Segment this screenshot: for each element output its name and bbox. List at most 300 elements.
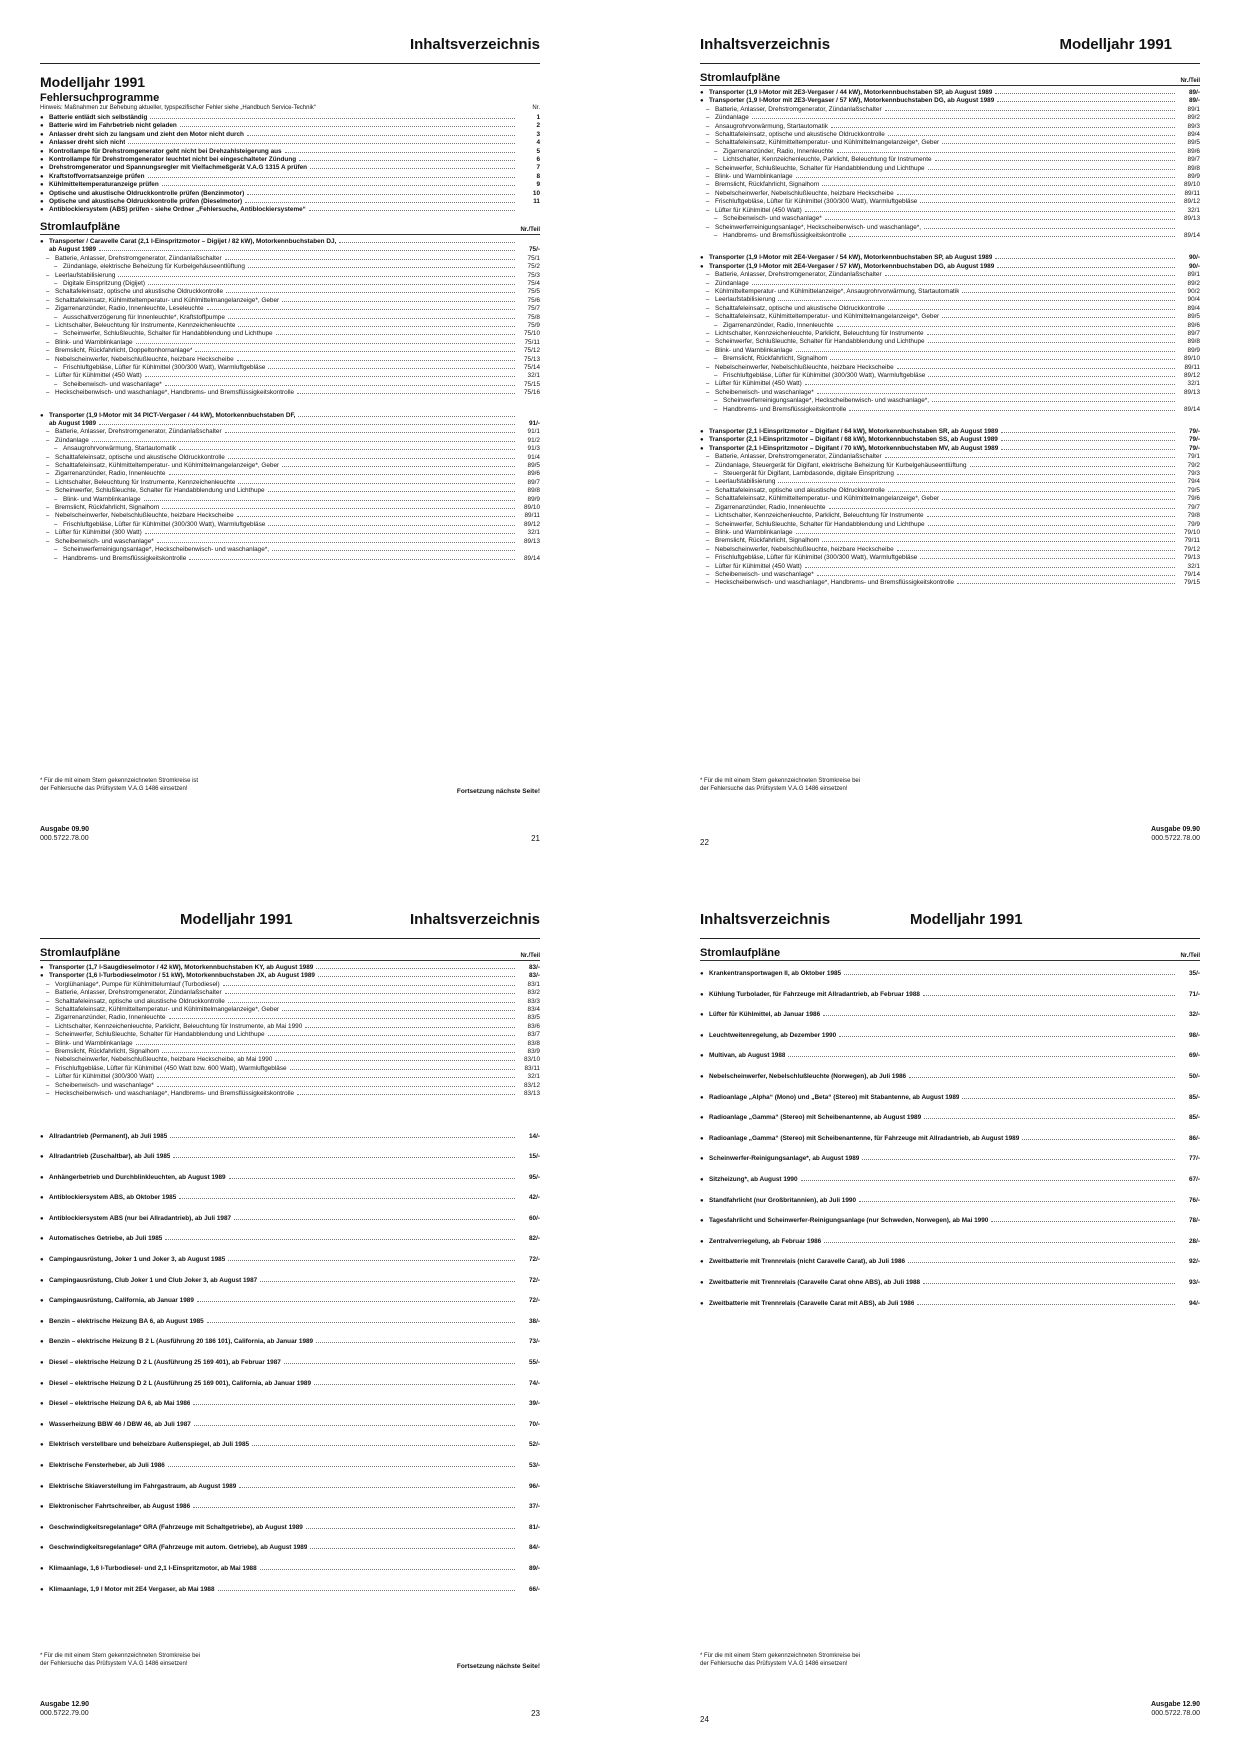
- bullet-icon: ●: [700, 1156, 704, 1163]
- entry-number: 75/2: [527, 263, 540, 271]
- page-header: [700, 36, 1200, 60]
- entry-number: 93/-: [1188, 1278, 1200, 1286]
- dot-leader: [316, 968, 515, 969]
- dash-icon: –: [54, 547, 58, 554]
- entry-number: 72/-: [528, 1297, 540, 1305]
- dash-icon: –: [714, 322, 718, 329]
- entry-number: 79/4: [1187, 478, 1200, 486]
- dash-icon: –: [706, 504, 710, 511]
- entry-text: Automatisches Getriebe, ab Juli 1985: [49, 1235, 163, 1243]
- dot-leader: [927, 516, 1175, 517]
- toc-heading-row: [40, 181, 540, 189]
- dot-leader: [252, 1445, 515, 1446]
- toc-entry: [40, 1031, 540, 1039]
- dot-leader: [276, 334, 515, 335]
- dot-leader: [165, 1239, 515, 1240]
- order-number: 000.5722.78.00: [40, 834, 89, 842]
- bullet-icon: ●: [40, 1236, 44, 1243]
- dash-icon: –: [714, 157, 718, 164]
- dot-leader: [849, 410, 1175, 411]
- dot-leader: [897, 474, 1175, 475]
- page-23: [40, 905, 540, 1745]
- bullet-icon: ●: [700, 971, 704, 977]
- page-header: [40, 36, 540, 60]
- entry-number: 90/2: [1187, 287, 1200, 295]
- hint-text: Hinweis: Maßnahmen zur Behebung aktueller, typspezifischer Fehler siehe „Handbuch Service-Technik“: [40, 105, 316, 111]
- toc-entry: [700, 165, 1200, 173]
- entry-text: Blink- und Warnblinkanlage: [55, 338, 133, 346]
- entry-text: Elektrische Fensterheber, ab Juli 1986: [49, 1462, 165, 1469]
- dash-icon: –: [706, 140, 710, 147]
- entry-number: 79/2: [1187, 461, 1200, 469]
- dash-icon: –: [706, 115, 710, 122]
- entry-number: 79/8: [1187, 512, 1200, 520]
- toc-heading-row: [40, 1250, 540, 1271]
- dot-leader: [888, 491, 1175, 492]
- entry-number: 10: [532, 189, 540, 197]
- dash-icon: –: [54, 280, 58, 287]
- toc-entry: [40, 470, 540, 478]
- toc-entry: [40, 1048, 540, 1056]
- toc-entry: [700, 173, 1200, 181]
- entry-text: Bremslicht, Rückfahrlicht, Signalhorn: [715, 181, 820, 189]
- entry-number: 79/5: [1187, 486, 1200, 494]
- toc-entry: [700, 198, 1200, 206]
- toc-entry: [40, 1014, 540, 1022]
- dot-leader: [180, 126, 515, 127]
- entry-text: Frischluftgebläse, Lüfter für Kühlmittel (300/300 Watt), Warmluftgebläse: [715, 554, 918, 562]
- toc-heading-row: [700, 1108, 1200, 1129]
- dot-leader: [226, 292, 515, 293]
- toc-heading-row: [40, 238, 540, 246]
- bullet-icon: ●: [40, 207, 44, 214]
- entry-text: Batterie, Anlasser, Drehstromgenerator, Zündanlaßschalter: [715, 271, 882, 279]
- bullet-icon: ●: [40, 1401, 44, 1408]
- dash-icon: –: [46, 339, 50, 346]
- entry-number: 32/1: [1187, 380, 1200, 388]
- toc-entry: [700, 305, 1200, 313]
- entry-number: 90/-: [1188, 254, 1200, 262]
- entry-number: 79/3: [1187, 470, 1200, 478]
- bullet-icon: ●: [700, 1279, 704, 1286]
- dot-leader: [223, 985, 515, 986]
- toc-heading-row: [40, 1435, 540, 1456]
- toc-group: [700, 428, 1200, 588]
- dot-leader: [148, 284, 515, 285]
- dot-leader: [752, 118, 1175, 119]
- entry-text: Zentralverriegelung, ab Februar 1986: [709, 1237, 822, 1245]
- entry-text: Kontrollampe für Drehstromgenerator geht nicht bei Drehzahlsteigerung aus: [49, 147, 282, 155]
- entry-text: Handbrems- und Bremsflüssigkeitskontrolle: [723, 231, 847, 239]
- toc-entry: [700, 355, 1200, 363]
- edition: Ausgabe 12.90: [1150, 1701, 1200, 1708]
- entry-number: 83/7: [527, 1031, 540, 1039]
- dot-leader: [237, 360, 515, 361]
- nr-column-label: Nr./Teil: [1180, 78, 1200, 84]
- entry-number: 79/15: [1184, 579, 1200, 587]
- dot-leader: [995, 258, 1175, 259]
- entry-number: 32/1: [1187, 562, 1200, 570]
- entry-text: Transporter (1,9 l-Motor mit 2E3-Vergaser / 44 kW), Motorkennbuchstaben SP, ab August 1989: [709, 89, 993, 96]
- entry-text: Zigarrenanzünder, Radio, Innenleuchte: [723, 147, 834, 155]
- entry-text: Schaltafeleinsatz, optische und akustische Öldruckkontrolle: [55, 288, 224, 296]
- bullet-icon: ●: [700, 1218, 704, 1225]
- bullet-icon: ●: [40, 1133, 44, 1140]
- entry-number: 75/9: [527, 321, 540, 329]
- toc-entry: [700, 495, 1200, 503]
- entry-number: 7: [536, 164, 540, 172]
- dot-leader: [290, 1069, 515, 1070]
- entry-number: 37/-: [528, 1503, 540, 1511]
- footnote-line: der Fehlersuche das Prüfsystem V.A.G 1486 einsetzen!: [700, 785, 848, 792]
- entry-text: Scheinwerfer, Schlußleuchte, Schalter für Handabblendung und Lichthupe: [715, 520, 925, 528]
- toc-entry: [40, 314, 540, 322]
- section-header: [40, 947, 540, 961]
- toc-entry: [40, 1073, 540, 1081]
- order-number: 000.5722.78.00: [1151, 1709, 1200, 1717]
- toc-entry: [700, 114, 1200, 122]
- dash-icon: –: [46, 348, 50, 355]
- toc-heading-row: [700, 97, 1200, 105]
- toc-entry: [40, 263, 540, 271]
- entry-number: 75/12: [524, 347, 540, 355]
- toc-heading-row: [40, 156, 540, 164]
- entry-number: 11: [533, 198, 540, 206]
- toc-heading-row: [700, 1191, 1200, 1212]
- dash-icon: –: [54, 314, 58, 321]
- entry-text: Kühlung Turbolader, für Fahrzeuge mit Allradantrieb, ab Februar 1988: [709, 990, 920, 998]
- entry-text: Scheinwerfer, Schlußleuchte, Schalter für Handabblendung und Lichthupe: [63, 330, 273, 338]
- entry-number: 32/1: [527, 529, 540, 537]
- entry-text: Digitale Einspritzung (Digijet): [63, 279, 146, 287]
- entry-number: 91/1: [527, 428, 540, 436]
- dash-icon: –: [714, 148, 718, 155]
- dot-leader: [824, 1242, 1175, 1243]
- entry-number: 82/-: [528, 1235, 540, 1243]
- section-title: Stromlaufpläne: [40, 947, 121, 959]
- entry-number: 83/13: [524, 1090, 540, 1098]
- entry-text: Batterie, Anlasser, Drehstromgenerator, Zündanlaßschalter: [55, 989, 222, 997]
- dash-icon: –: [706, 546, 710, 553]
- entry-text: Geschwindigkeitsregelanlage* GRA (Fahrzeuge mit autom. Getriebe), ab August 1989: [49, 1544, 308, 1552]
- dot-leader: [962, 1098, 1175, 1099]
- bullet-icon: ●: [40, 131, 44, 138]
- bullet-icon: ●: [40, 1565, 44, 1572]
- dot-leader: [778, 300, 1175, 301]
- entry-number: 79/1: [1187, 453, 1200, 461]
- entry-number: 89/13: [524, 537, 540, 545]
- dot-leader: [339, 242, 515, 243]
- entry-text: Batterie, Anlasser, Drehstromgenerator, Zündanlaßschalter: [715, 453, 882, 461]
- dash-icon: –: [714, 232, 718, 239]
- toc-entry: [700, 207, 1200, 215]
- dot-leader: [239, 1487, 515, 1488]
- dot-leader: [268, 368, 515, 369]
- toc-entry: [700, 181, 1200, 189]
- toc-heading-row: [40, 122, 540, 130]
- entry-text: Zweitbatterie mit Trennrelais (Caravelle Carat mit ABS), ab Juli 1986: [709, 1299, 915, 1307]
- entry-number: 79/-: [1188, 444, 1200, 452]
- toc-heading-row: [700, 428, 1200, 436]
- dot-leader: [885, 457, 1175, 458]
- toc-entry: [700, 478, 1200, 486]
- bullet-icon: ●: [700, 1032, 704, 1039]
- dot-leader: [193, 1507, 515, 1508]
- dot-leader: [148, 177, 515, 178]
- entry-text: Nebelscheinwerfer, Nebelschlußleuchte, heizbare Heckscheibe: [715, 189, 894, 197]
- dot-leader: [970, 466, 1175, 467]
- header-rule: [700, 63, 1200, 64]
- toc-heading-row: [700, 964, 1200, 985]
- entry-number: 89/10: [524, 504, 540, 512]
- dot-leader: [282, 466, 515, 467]
- bullet-icon: ●: [40, 1154, 44, 1161]
- toc-heading-row: [40, 1229, 540, 1250]
- dot-leader: [917, 1304, 1175, 1305]
- dash-icon: –: [706, 106, 710, 113]
- entry-number: 83/-: [528, 964, 540, 971]
- page-header: [40, 911, 540, 935]
- entry-number: 89/9: [527, 495, 540, 503]
- dot-leader: [218, 1590, 515, 1591]
- toc-entry: [700, 470, 1200, 478]
- dot-leader: [310, 1548, 515, 1549]
- entry-number: 42/-: [528, 1194, 540, 1202]
- bullet-icon: ●: [700, 1073, 704, 1080]
- entry-text: Bremslicht, Rückfahrlicht, Signalhorn: [55, 504, 160, 512]
- dot-leader: [927, 334, 1175, 335]
- footnote-line: der Fehlersuche das Prüfsystem V.A.G 1486 einsetzen!: [700, 1660, 848, 1667]
- section-hint: [40, 105, 540, 111]
- dot-leader: [92, 441, 515, 442]
- dot-leader: [305, 1027, 515, 1028]
- entry-number: 79/6: [1187, 495, 1200, 503]
- dot-leader: [805, 384, 1175, 385]
- dash-icon: –: [46, 471, 50, 478]
- bullet-icon: ●: [40, 1421, 44, 1428]
- toc-entry: [700, 232, 1200, 240]
- toc-entry: [700, 504, 1200, 512]
- entry-number: 83/1: [527, 980, 540, 988]
- entry-text: Lüfter für Kühlmittel (450 Watt): [715, 380, 802, 388]
- entry-text: Scheinwerfer, Schlußleuchte, Schalter für Handabblendung und Lichthupe: [715, 164, 925, 172]
- entry-number: 83/4: [527, 1006, 540, 1014]
- dot-leader: [991, 1221, 1175, 1222]
- entry-number: 83/-: [528, 972, 540, 980]
- dash-icon: –: [46, 998, 50, 1005]
- entry-number: 89/3: [1187, 122, 1200, 130]
- entry-text: Klimaanlage, 1,6 l-Turbodiesel- und 2,1 l-Einspritzmotor, ab Mai 1988: [49, 1564, 257, 1572]
- dot-leader: [225, 259, 515, 260]
- bullet-icon: ●: [40, 1483, 44, 1490]
- dot-leader: [885, 110, 1175, 111]
- entry-number: 50/-: [1188, 1072, 1200, 1080]
- entry-text: Diesel – elektrische Heizung DA 6, ab Mai 1986: [49, 1400, 191, 1408]
- footnote-line: * Für die mit einem Stern gekennzeichneten Stromkreise ist: [40, 778, 199, 784]
- dot-leader: [136, 1044, 515, 1045]
- dash-icon: –: [706, 123, 710, 130]
- entry-text: Zündanlage, Steuergerät für Digifant, elektrische Beheizung für Kurbelgehäuseentlüftung: [715, 461, 967, 469]
- dash-icon: –: [46, 272, 50, 279]
- entry-text: Scheibenwisch- und waschanlage*: [63, 380, 162, 388]
- entry-text: Schalttafeleinsatz, optische und akustische Öldruckkontrolle: [715, 131, 885, 139]
- toc-entry: [40, 339, 540, 347]
- entry-text: Steuergerät für Digifant, Lambdasonde, digitale Einspritzung: [723, 470, 894, 478]
- toc-entry: [700, 529, 1200, 537]
- dot-leader: [195, 351, 515, 352]
- page-footer: [40, 1653, 540, 1745]
- header-model-year: Modelljahr 1991: [1059, 36, 1172, 53]
- dot-leader: [298, 416, 515, 417]
- entry-number: 35/-: [1188, 970, 1200, 977]
- section-title: Stromlaufpläne: [700, 72, 781, 84]
- toc-entry: [40, 981, 540, 989]
- entry-text: Ansaugrohrvorwärmung, Startautomatik: [715, 122, 828, 130]
- bullet-icon: ●: [40, 1318, 44, 1325]
- entry-text: Schalttafeleinsatz, Kühlmitteltemperatur- und Kühlmittelmangelanzeige*, Geber: [715, 139, 940, 147]
- bullet-icon: ●: [40, 412, 44, 419]
- entry-number: 83/9: [527, 1048, 540, 1056]
- toc-heading-row: [40, 1127, 540, 1148]
- dot-leader: [997, 267, 1175, 268]
- entry-number: 83/10: [524, 1056, 540, 1064]
- entry-text: Blink- und Warnblinkanlage: [55, 1039, 133, 1047]
- entry-number: 89/13: [1184, 215, 1200, 223]
- entry-number: 14/-: [528, 1132, 540, 1140]
- toc-entry: [700, 512, 1200, 520]
- toc-entry: [700, 330, 1200, 338]
- entry-text: Batterie, Anlasser, Drehstromgenerator, Zündanlaßschalter: [55, 254, 222, 262]
- bullet-icon: ●: [700, 1135, 704, 1142]
- entry-number: 79/11: [1184, 537, 1200, 545]
- toc-entry: [40, 347, 540, 355]
- toc-entry: [700, 406, 1200, 414]
- dot-leader: [995, 93, 1175, 94]
- dot-leader: [822, 541, 1175, 542]
- dot-leader: [173, 1157, 515, 1158]
- bullet-icon: ●: [40, 1215, 44, 1222]
- entry-number: 85/-: [1188, 1093, 1200, 1101]
- dash-icon: –: [46, 1082, 50, 1089]
- dash-icon: –: [706, 454, 710, 461]
- entry-number: 89/12: [1184, 198, 1200, 206]
- entry-number: 32/1: [527, 372, 540, 380]
- entry-number: 89/4: [1187, 131, 1200, 139]
- bullet-icon: ●: [40, 182, 44, 189]
- dash-icon: –: [46, 463, 50, 470]
- dot-leader: [245, 202, 515, 203]
- toc-entry: [40, 454, 540, 462]
- dot-leader: [310, 168, 515, 169]
- dot-leader: [935, 160, 1175, 161]
- entry-text: Antiblockiersystem ABS (nur bei Allradantrieb), ab Juli 1987: [49, 1214, 232, 1222]
- page-footer: [40, 778, 540, 870]
- dot-leader: [193, 1404, 515, 1405]
- entry-text: Scheibenwisch- und waschanlage*: [55, 537, 154, 545]
- bullet-icon: ●: [700, 1300, 704, 1307]
- toc-entry: [40, 280, 540, 288]
- toc-entry: [40, 364, 540, 372]
- entry-text: Bremslicht, Rückfahrlicht, Doppeltonhornanlage*: [55, 347, 193, 355]
- entry-number: 89/5: [1187, 139, 1200, 147]
- entry-number: 3: [536, 130, 540, 138]
- entry-text: Leuchtweitenregelung, ab Dezember 1990: [709, 1031, 837, 1039]
- bullet-icon: ●: [700, 1053, 704, 1060]
- continued-note: Fortsetzung nächste Seite!: [456, 1663, 540, 1670]
- bullet-icon: ●: [700, 90, 704, 96]
- entry-text: Schalttafeleinsatz, Kühlmitteltemperatur- und Kühlmittelmangelanzeige*, Geber: [55, 1006, 280, 1014]
- dash-icon: –: [46, 1074, 50, 1081]
- header-title: Inhaltsverzeichnis: [700, 36, 831, 53]
- bullet-icon: ●: [40, 1195, 44, 1202]
- dash-icon: –: [46, 1065, 50, 1072]
- dot-leader: [179, 1198, 515, 1199]
- dot-leader: [169, 474, 516, 475]
- dash-icon: –: [54, 264, 58, 271]
- dash-icon: –: [706, 381, 710, 388]
- entry-number: 89/14: [1184, 231, 1200, 239]
- dash-icon: –: [706, 487, 710, 494]
- entry-text: Transporter (1,9 l-Motor mit 2E4-Vergaser / 54 kW), Motorkennbuchstaben SP, ab August 1989: [709, 254, 993, 262]
- entry-text: Zweitbatterie mit Trennrelais (nicht Caravelle Carat), ab Juli 1986: [709, 1258, 906, 1266]
- entry-number: 90/4: [1187, 296, 1200, 304]
- entry-number: 75/-: [528, 246, 540, 254]
- entry-text: Kraftstoffvorratsanzeige prüfen: [49, 172, 145, 180]
- dot-leader: [928, 342, 1175, 343]
- entry-text: Transporter (2,1 l-Einspritzmotor – Digifant / 64 kW), Motorkennbuchstaben SR, ab August 1989: [709, 428, 999, 436]
- bullet-icon: ●: [700, 1238, 704, 1245]
- dash-icon: –: [46, 505, 50, 512]
- dot-leader: [957, 583, 1175, 584]
- dot-leader: [318, 976, 515, 977]
- dash-icon: –: [46, 1049, 50, 1056]
- entry-number: 89/-: [1188, 97, 1200, 105]
- entry-text: Blink- und Warnblinkanlage: [715, 346, 793, 354]
- entry-text: Heckscheibenwisch- und waschanlage*, Handbrems- und Bremsflüssigkeitskontrolle: [55, 389, 295, 397]
- dot-leader: [282, 1010, 515, 1011]
- dash-icon: –: [714, 373, 718, 379]
- bullet-icon: ●: [40, 1442, 44, 1449]
- entry-number: 89/1: [1187, 271, 1200, 279]
- edition: Ausgabe 09.90: [1150, 826, 1200, 833]
- edition-block: [40, 1701, 89, 1718]
- dot-leader: [297, 393, 515, 394]
- entry-text: Leerlaufstabilisierung: [55, 271, 116, 279]
- entry-text: Elektrische Skiaverstellung im Fahrgastraum, ab August 1989: [49, 1482, 237, 1490]
- dash-icon: –: [706, 190, 710, 197]
- bullet-icon: ●: [40, 1257, 44, 1264]
- dot-leader: [157, 542, 515, 543]
- entry-text: Antiblockiersystem (ABS) prüfen - siehe Ordner „Fehlersuche, Antiblockiersysteme“: [49, 206, 306, 214]
- entry-number: 75/13: [524, 355, 540, 363]
- entry-number: 79/13: [1184, 554, 1200, 562]
- dash-icon: –: [46, 513, 50, 520]
- entry-text: Scheibenwisch- und waschanlage*: [55, 1081, 154, 1089]
- dot-leader: [830, 359, 1175, 360]
- page-24: [700, 905, 1200, 1745]
- toc-heading-row: [700, 1067, 1200, 1088]
- dot-leader: [928, 525, 1175, 526]
- entry-number: 89/10: [1184, 355, 1200, 363]
- toc-entry: [40, 272, 540, 280]
- entry-number: 98/-: [1188, 1031, 1200, 1039]
- header-rule: [40, 63, 540, 64]
- dot-leader: [859, 1201, 1175, 1202]
- entry-text: Campingausrüstung, California, ab Januar 1989: [49, 1297, 194, 1305]
- entry-number: 83/5: [527, 1014, 540, 1022]
- entry-number: 92/-: [1188, 1258, 1200, 1266]
- toc-entry: [40, 487, 540, 495]
